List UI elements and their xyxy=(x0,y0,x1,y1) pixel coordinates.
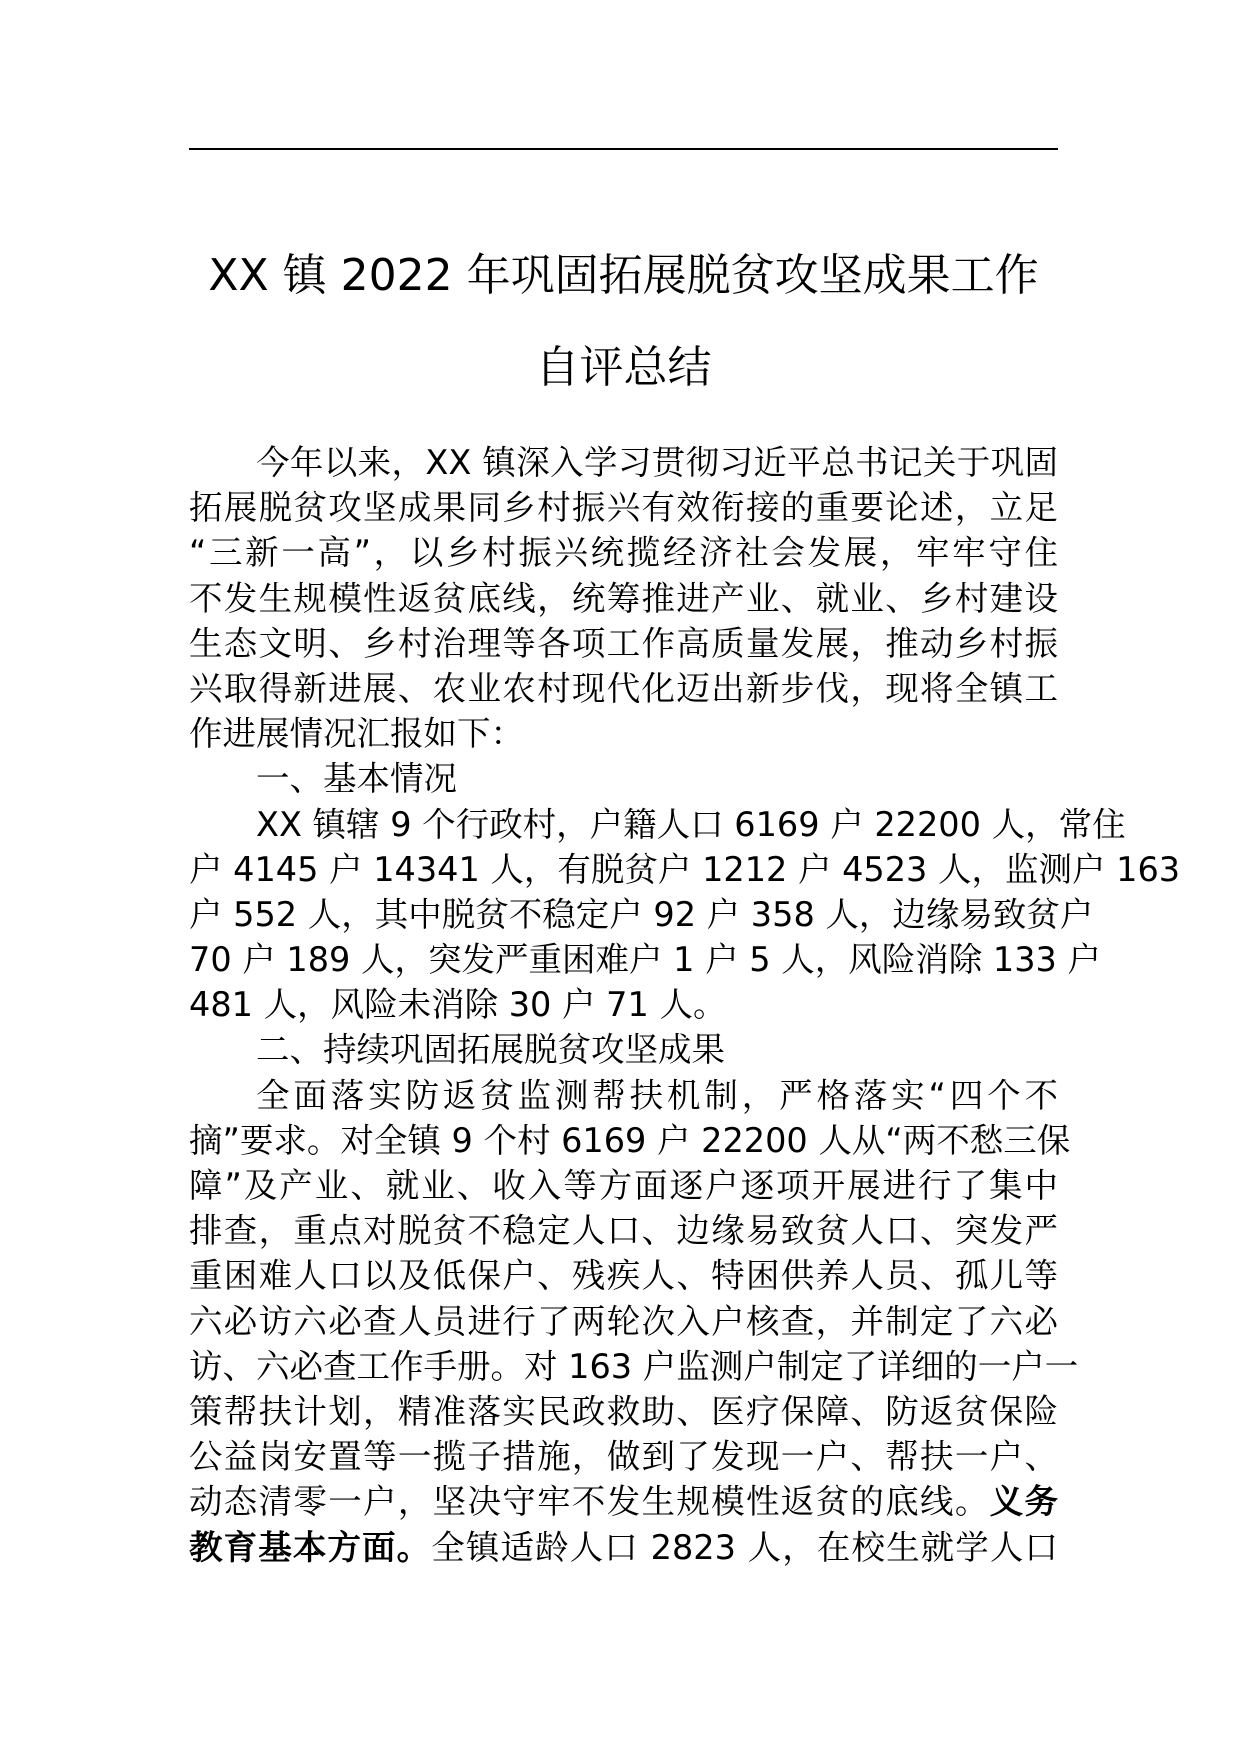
body-line xyxy=(189,892,1094,937)
body-line-text: 排查，重点对脱贫不稳定人口、边缘易致贫人口、突发严 xyxy=(189,1211,1058,1251)
body-line xyxy=(189,440,1058,485)
document-body xyxy=(189,440,1181,1570)
body-line-text: 户 4145 户 14341 人，有脱贫户 1212 户 4523 人，监测户 163 xyxy=(189,849,1181,889)
body-line xyxy=(189,1253,1058,1298)
body-line-text: 生态文明、乡村治理等各项工作高质量发展，推动乡村振 xyxy=(189,623,1058,663)
body-line xyxy=(189,1479,1058,1524)
body-line-text: 481 人，风险未消除 30 户 71 人。 xyxy=(189,985,727,1025)
body-line xyxy=(189,1208,1058,1253)
body-line xyxy=(189,756,1058,801)
body-line xyxy=(189,802,1126,847)
body-line-text: 重困难人口以及低保户、残疾人、特困供养人员、孤儿等 xyxy=(189,1256,1058,1296)
body-line-text: 全面落实防返贫监测帮扶机制，严格落实“四个不 xyxy=(256,1075,1058,1115)
body-line-text: “三新一高”，以乡村振兴统揽经济社会发展，牢牢守住 xyxy=(189,533,1058,573)
body-line-text: 不发生规模性返贫底线，统筹推进产业、就业、乡村建设 xyxy=(189,578,1058,618)
body-line xyxy=(189,1344,1079,1389)
body-line xyxy=(189,1163,1058,1208)
body-line xyxy=(189,1073,1058,1118)
bold-phrase: 教育基本方面。 xyxy=(189,1527,432,1567)
body-line xyxy=(189,937,1101,982)
body-line xyxy=(189,1299,1058,1344)
body-line xyxy=(189,1434,1058,1479)
body-line-text: 兴取得新进展、农业农村现代化迈出新步伐，现将全镇工 xyxy=(189,668,1058,708)
document-title xyxy=(189,230,1058,414)
bold-phrase: 义务 xyxy=(989,1482,1058,1522)
title-line-2: 自评总结 xyxy=(535,342,712,393)
body-line-text: 公益岗安置等一揽子措施，做到了发现一户、帮扶一户、 xyxy=(189,1437,1058,1477)
body-line-text: 访、六必查工作手册。对 163 户监测户制定了详细的一户一 xyxy=(189,1346,1079,1386)
body-line xyxy=(189,847,1181,892)
body-line-text: 摘”要求。对全镇 9 个村 6169 户 22200 人从“两不愁三保 xyxy=(189,1120,1071,1160)
body-line-text: 今年以来，XX 镇深入学习贯彻习近平总书记关于巩固 xyxy=(256,443,1058,482)
body-line-text: 障”及产业、就业、收入等方面逐户逐项开展进行了集中 xyxy=(189,1166,1058,1205)
body-line-text: 策帮扶计划，精准落实民政救助、医疗保障、防返贫保险 xyxy=(189,1391,1058,1431)
body-line xyxy=(189,530,1058,575)
body-line-text: 一、基本情况 xyxy=(256,759,457,799)
body-line-text: 动态清零一户，坚决守牢不发生规模性返贫的底线。 xyxy=(189,1482,990,1522)
body-line-text: XX 镇辖 9 个行政村，户籍人口 6169 户 22200 人，常住 xyxy=(256,804,1126,844)
body-line-text: 作进展情况汇报如下： xyxy=(189,714,524,754)
body-line xyxy=(189,1525,1058,1570)
body-line xyxy=(189,576,1058,621)
body-line xyxy=(189,1118,1071,1163)
body-line-text: 拓展脱贫攻坚成果同乡村振兴有效衔接的重要论述，立足 xyxy=(189,488,1058,528)
body-line xyxy=(189,621,1058,666)
body-line xyxy=(189,1389,1058,1434)
body-line xyxy=(189,666,1058,711)
body-line-text: 户 552 人，其中脱贫不稳定户 92 户 358 人，边缘易致贫户 xyxy=(189,894,1094,934)
body-line xyxy=(189,485,1058,530)
body-line-text: 70 户 189 人，突发严重困难户 1 户 5 人，风险消除 133 户 xyxy=(189,940,1101,980)
body-line-text: 二、持续巩固拓展脱贫攻坚成果 xyxy=(256,1030,725,1070)
header-rule xyxy=(189,148,1058,150)
body-line xyxy=(189,1027,1058,1072)
body-line xyxy=(189,711,1058,756)
title-line-1: XX 镇 2022 年巩固拓展脱贫攻坚成果工作 xyxy=(208,250,1039,301)
body-line-text: 全镇适龄人口 2823 人，在校生就学人口 xyxy=(431,1527,1058,1567)
body-line xyxy=(189,982,1058,1027)
body-line-text: 六必访六必查人员进行了两轮次入户核查，并制定了六必 xyxy=(189,1301,1058,1341)
